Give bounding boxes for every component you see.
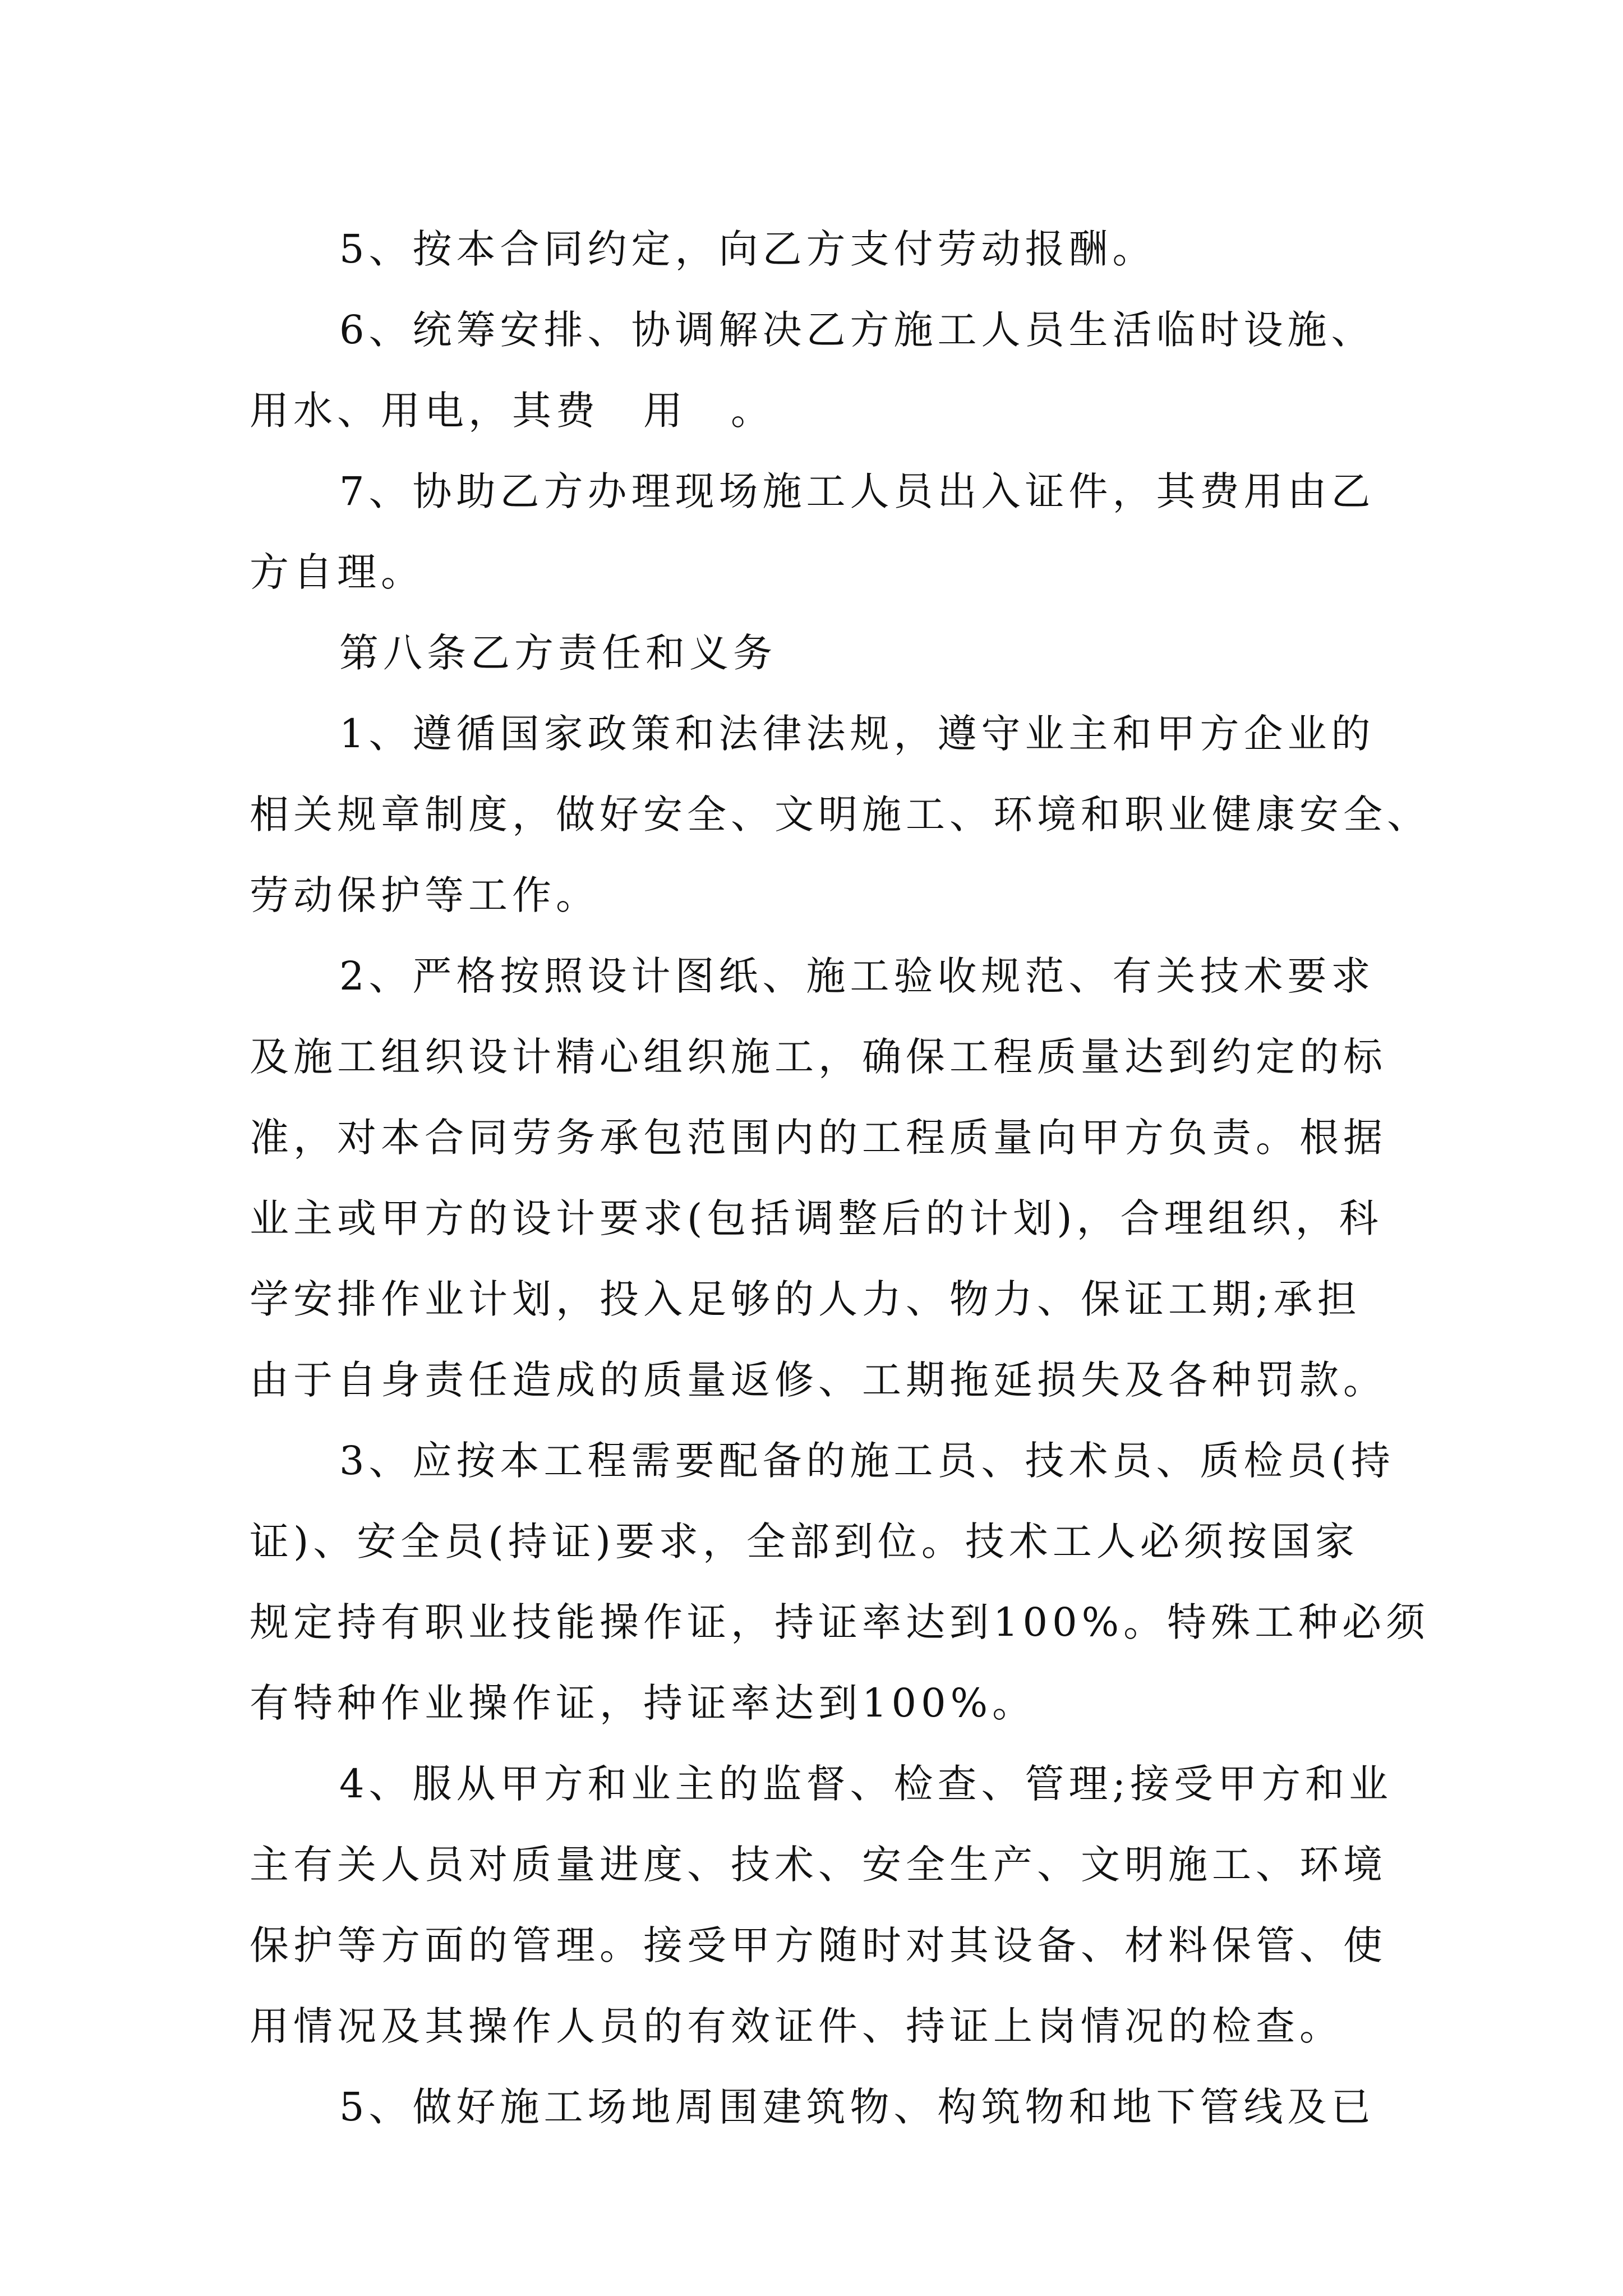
paragraph-line: 由于自身责任造成的质量返修、工期拖延损失及各种罚款。	[250, 1357, 1387, 1403]
paragraph-line: 相关规章制度，做好安全、文明施工、环境和职业健康安全、	[250, 792, 1431, 838]
paragraph-line: 6、统筹安排、协调解决乙方施工人员生活临时设施、	[339, 307, 1375, 353]
paragraph-line: 及施工组织设计精心组织施工，确保工程质量达到约定的标	[250, 1034, 1387, 1080]
paragraph-line: 规定持有职业技能操作证，持证率达到100%。特殊工种必须	[250, 1599, 1430, 1645]
paragraph-line: 有特种作业操作证，持证率达到100%。	[250, 1680, 1036, 1726]
paragraph-line: 劳动保护等工作。	[250, 872, 600, 918]
paragraph-line: 业主或甲方的设计要求(包括调整后的计划)，合理组织，科	[250, 1195, 1383, 1241]
paragraph-line: 4、服从甲方和业主的监督、检查、管理;接受甲方和业	[339, 1761, 1393, 1807]
paragraph-line: 用情况及其操作人员的有效证件、持证上岗情况的检查。	[250, 2003, 1343, 2049]
paragraph-line: 3、应按本工程需要配备的施工员、技术员、质检员(持	[339, 1438, 1395, 1484]
paragraph-line: 保护等方面的管理。接受甲方随时对其设备、材料保管、使	[250, 1922, 1387, 1968]
paragraph-line: 主有关人员对质量进度、技术、安全生产、文明施工、环境	[250, 1842, 1387, 1888]
paragraph-line: 准，对本合同劳务承包范围内的工程质量向甲方负责。根据	[250, 1115, 1387, 1161]
paragraph-line: 用水、用电，其费 用 。	[250, 388, 774, 434]
paragraph-line: 1、遵循国家政策和法律法规，遵守业主和甲方企业的	[339, 711, 1375, 757]
paragraph-line: 5、做好施工场地周围建筑物、构筑物和地下管线及已	[339, 2084, 1375, 2130]
paragraph-line: 7、协助乙方办理现场施工人员出入证件，其费用由乙	[339, 468, 1375, 514]
document-body	[250, 209, 1431, 2147]
section-heading: 第八条乙方责任和义务	[339, 630, 777, 676]
paragraph-line: 方自理。	[250, 549, 425, 595]
paragraph-line: 证)、安全员(持证)要求，全部到位。技术工人必须按国家	[250, 1519, 1359, 1565]
paragraph-line: 5、按本合同约定，向乙方支付劳动报酬。	[339, 226, 1156, 272]
paragraph-line: 2、严格按照设计图纸、施工验收规范、有关技术要求	[339, 953, 1375, 999]
paragraph-line: 学安排作业计划，投入足够的人力、物力、保证工期;承担	[250, 1276, 1361, 1322]
